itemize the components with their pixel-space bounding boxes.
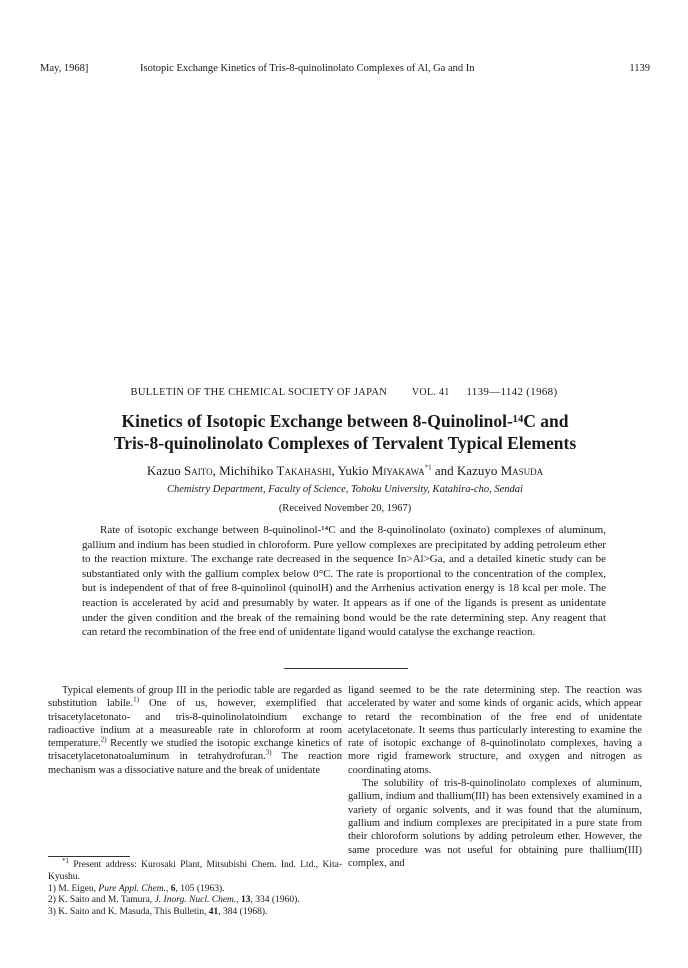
citation-ref-2: 2) <box>100 735 107 744</box>
reference-sep: , <box>236 895 242 906</box>
journal-line <box>0 386 688 398</box>
journal-volume: VOL. 41 <box>411 387 450 398</box>
author-4-given: Kazuyo <box>456 463 501 478</box>
author-sep-1: , <box>212 463 220 478</box>
reference-1 <box>48 884 342 896</box>
author-3-given: Yukio <box>337 463 372 478</box>
reference-sep: , <box>165 883 171 894</box>
body-text: One of us, however, exemplified that trisacetylacetonato- and tris-8-quinolinolatoindium exchange radioactive indium at a measureable rate in chloroform at room temperature. <box>48 698 342 750</box>
footnote-text: Present address: Kurosaki Plant, Mitsubishi Chem. Ind. Ltd., Kita-Kyushu. <box>48 860 342 882</box>
received-date: (Received November 20, 1967) <box>278 503 412 514</box>
body-text: Typical elements of group III in the periodic table are regarded as substitution labile. <box>48 685 342 710</box>
author-2-given: Michihiko <box>219 463 277 478</box>
citation-ref-1: 1) <box>133 695 139 704</box>
reference-authors: M. Eigen, <box>58 883 99 894</box>
title-line-2: Tris-8-quinolinolato Complexes of Tervalent Typical Elements <box>113 433 577 453</box>
reference-pages: , 384 (1968). <box>218 907 268 918</box>
author-1-family: Saito <box>184 463 213 478</box>
reference-journal: Pure Appl. Chem. <box>98 883 166 894</box>
journal-name: BULLETIN OF THE CHEMICAL SOCIETY OF JAPAN <box>130 387 388 398</box>
author-3-family: Miyakawa <box>371 463 425 478</box>
footnotes <box>48 856 342 919</box>
reference-authors: K. Saito and K. Masuda, This Bulletin, <box>58 907 209 918</box>
reference-number: 3) <box>48 907 59 918</box>
article-title <box>40 410 650 454</box>
reference-volume: 6 <box>170 883 176 894</box>
body-column-right <box>348 684 642 870</box>
page-number: 1139 <box>629 63 650 74</box>
author-sep-3: and <box>431 463 457 478</box>
reference-volume: 13 <box>241 895 251 906</box>
footnote-mark: *1 <box>62 856 69 865</box>
abstract: Rate of isotopic exchange between 8-quinolinol-¹⁴C and the 8-quinolinolato (oxinato) complexes of aluminum, gallium and indium has been studied in chloroform. Pure yellow complexes are precipitated by adding petroleum ether to the reaction mixture. The exchange rate decreased in the sequence In>Al>Ga, and a detailed kinetic study can be substantiated only with the gallium complex below 0°C. The rate is proportional to the concentration of the complex, but is independent of that of free 8-quinolinol (quinolH) and the Arrhenius activation energy is 18 kcal per mole. The reaction is accelerated by acid and presumably by water. It appears as if one of the ligands is present as unidentate under the given condition and the break of the remaining bond would be the rate determining step. Any reagent that can retard the recombination of the free end of unidentate ligand would catalyse the exchange reaction. <box>82 524 606 639</box>
citation-ref-3: 3) <box>265 748 272 757</box>
running-head <box>40 63 650 74</box>
reference-number: 2) <box>48 895 59 906</box>
reference-volume: 41 <box>208 907 219 918</box>
reference-pages: , 105 (1963). <box>175 883 225 894</box>
body-paragraph: ligand seemed to be the rate determining step. The reaction was accelerated by water and some kinds of organic acids, which appear to retard the recombination of the free end of unidentate acetylacetonate. It seems thus particularly interesting to examine the rate of isotopic exchange of 8-quinolinolato complexes, having a more rigid framework structure, and oxygen and nitrogen as coordinating atoms. <box>348 685 642 776</box>
reference-journal: J. Inorg. Nucl. Chem. <box>154 895 237 906</box>
author-1-given: Kazuo <box>146 463 185 478</box>
running-head-title: Isotopic Exchange Kinetics of Tris-8-quinolinolato Complexes of Al, Ga and In <box>140 63 475 74</box>
body-paragraph <box>48 684 342 777</box>
reference-pages: , 334 (1960). <box>250 895 300 906</box>
title-line-1: Kinetics of Isotopic Exchange between 8-Quinolinol-¹⁴C and <box>121 411 569 431</box>
footnote-divider <box>48 856 130 857</box>
footnote-address <box>48 856 342 884</box>
author-list <box>40 463 650 479</box>
running-head-date: May, 1968] <box>40 63 89 74</box>
reference-authors: K. Saito and M. Tamura, <box>58 895 155 906</box>
author-4-family: Masuda <box>500 463 544 478</box>
journal-pages: 1139—1142 (1968) <box>466 386 558 398</box>
body-paragraph: The solubility of tris-8-quinolinolato complexes of aluminum, gallium, indium and thallium(III) has been extensively examined in a variety of organic solvents, and it was found that the aluminum, gallium and indium complexes are precipitated in a pure state from their chloroform solutions by adding petroleum ether. However, the same procedure was not useful for obtaining pure thallium(III) complex, and <box>348 778 642 869</box>
author-sep-2: , <box>331 463 338 478</box>
body-column-left <box>48 684 342 777</box>
reference-2 <box>48 895 342 907</box>
section-divider <box>284 668 408 669</box>
body-text: The reaction mechanism was a dissociative nature and the break of unidentate <box>48 751 342 776</box>
author-3-footnote-mark: *1 <box>424 463 432 472</box>
reference-3 <box>48 907 342 919</box>
author-2-family: Takahashi <box>276 463 332 478</box>
affiliation: Chemistry Department, Faculty of Science, Tohoku University, Katahira-cho, Sendai <box>167 484 523 495</box>
body-text: Recently we studied the isotopic exchange kinetics of trisacetylacetonatoaluminum in tetrahydrofuran. <box>48 738 342 763</box>
reference-number: 1) <box>48 883 59 894</box>
